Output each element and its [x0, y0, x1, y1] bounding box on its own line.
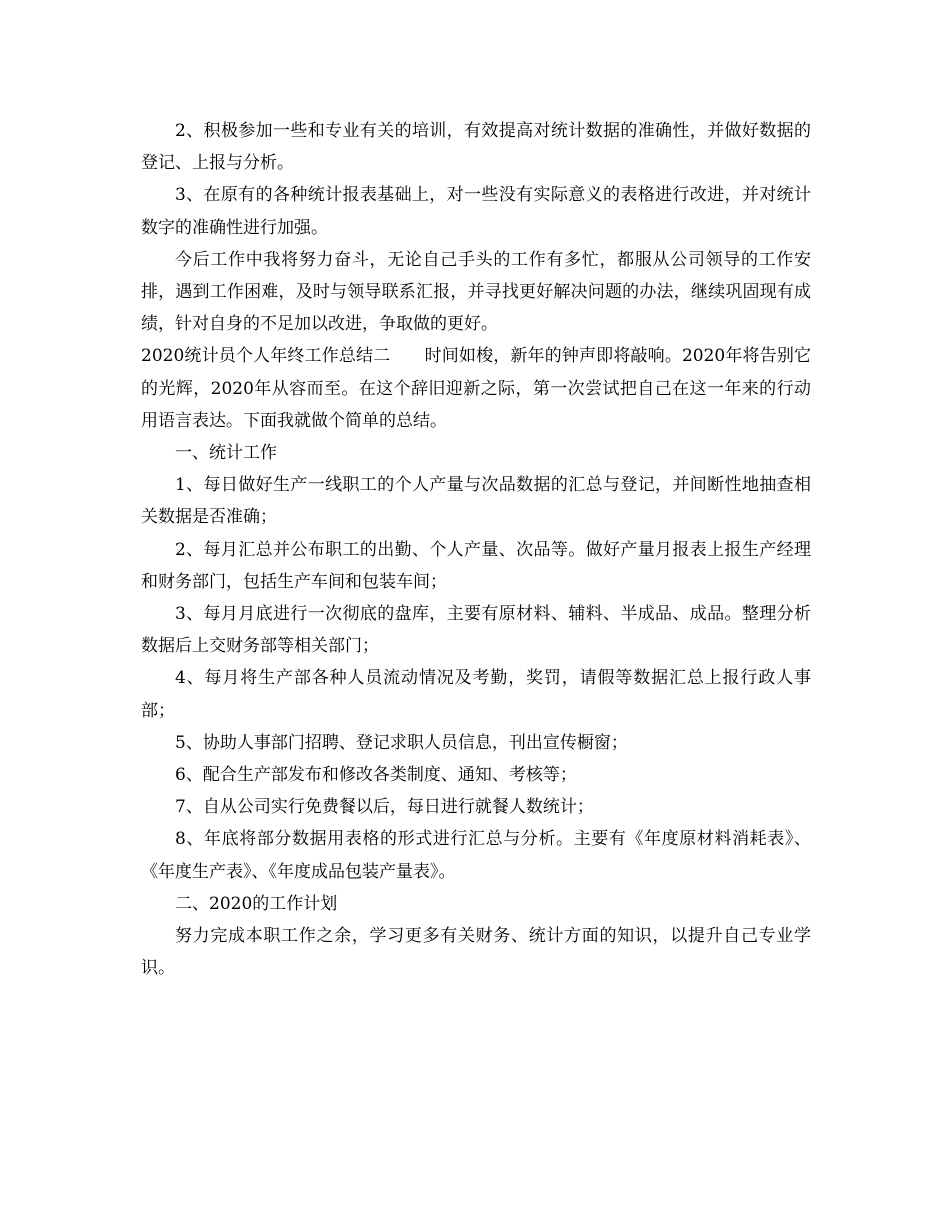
section-heading-statistics: 一、统计工作	[175, 443, 277, 464]
list-item: 8、年底将部分数据用表格的形式进行汇总与分析。主要有《年度原材料消耗表》、《年度生产表》、《年度成品包装产量表》。	[141, 829, 811, 882]
paragraph-summary-two-intro: 2020统计员个人年终工作总结二 时间如梭，新年的钟声即将敲响。2020年将告别它的光辉，2020年从容而至。在这个辞旧迎新之际，第一次尝试把自己在这一年来的行动用语言表达。下面我就做个简单的总结。	[141, 346, 811, 431]
section-heading-work-plan: 二、2020的工作计划	[175, 893, 338, 914]
paragraph-future-work: 今后工作中我将努力奋斗，无论自己手头的工作有多忙，都服从公司领导的工作安排，遇到工作困难，及时与领导联系汇报，并寻找更好解决问题的办法，继续巩固现有成绩，针对自身的不足加以改进，争取做的更好。	[141, 249, 811, 335]
list-item: 7、自从公司实行免费餐以后，每日进行就餐人数统计；	[175, 797, 594, 818]
list-item: 1、每日做好生产一线职工的个人产量与次品数据的汇总与登记，并间断性地抽查相关数据是否准确；	[141, 475, 811, 528]
list-item: 5、协助人事部门招聘、登记求职人员信息，刊出宣传橱窗；	[175, 732, 628, 753]
list-item: 3、每月月底进行一次彻底的盘库，主要有原材料、辅料、半成品、成品。整理分析数据后上交财务部等相关部门；	[141, 604, 811, 657]
list-item: 4、每月将生产部各种人员流动情况及考勤，奖罚，请假等数据汇总上报行政人事部；	[141, 668, 811, 721]
paragraph-work-plan: 努力完成本职工作之余，学习更多有关财务、统计方面的知识，以提升自己专业学识。	[141, 926, 811, 979]
paragraph-item-3: 3、在原有的各种统计报表基础上，对一些没有实际意义的表格进行改进，并对统计数字的准确性进行加强。	[141, 185, 811, 238]
document-body	[141, 115, 811, 984]
list-item: 2、每月汇总并公布职工的出勤、个人产量、次品等。做好产量月报表上报生产经理和财务部门，包括生产车间和包装车间；	[141, 539, 811, 592]
paragraph-item-2: 2、积极参加一些和专业有关的培训，有效提高对统计数据的准确性，并做好数据的登记、上报与分析。	[141, 121, 811, 174]
list-item: 6、配合生产部发布和修改各类制度、通知、考核等；	[175, 765, 577, 786]
